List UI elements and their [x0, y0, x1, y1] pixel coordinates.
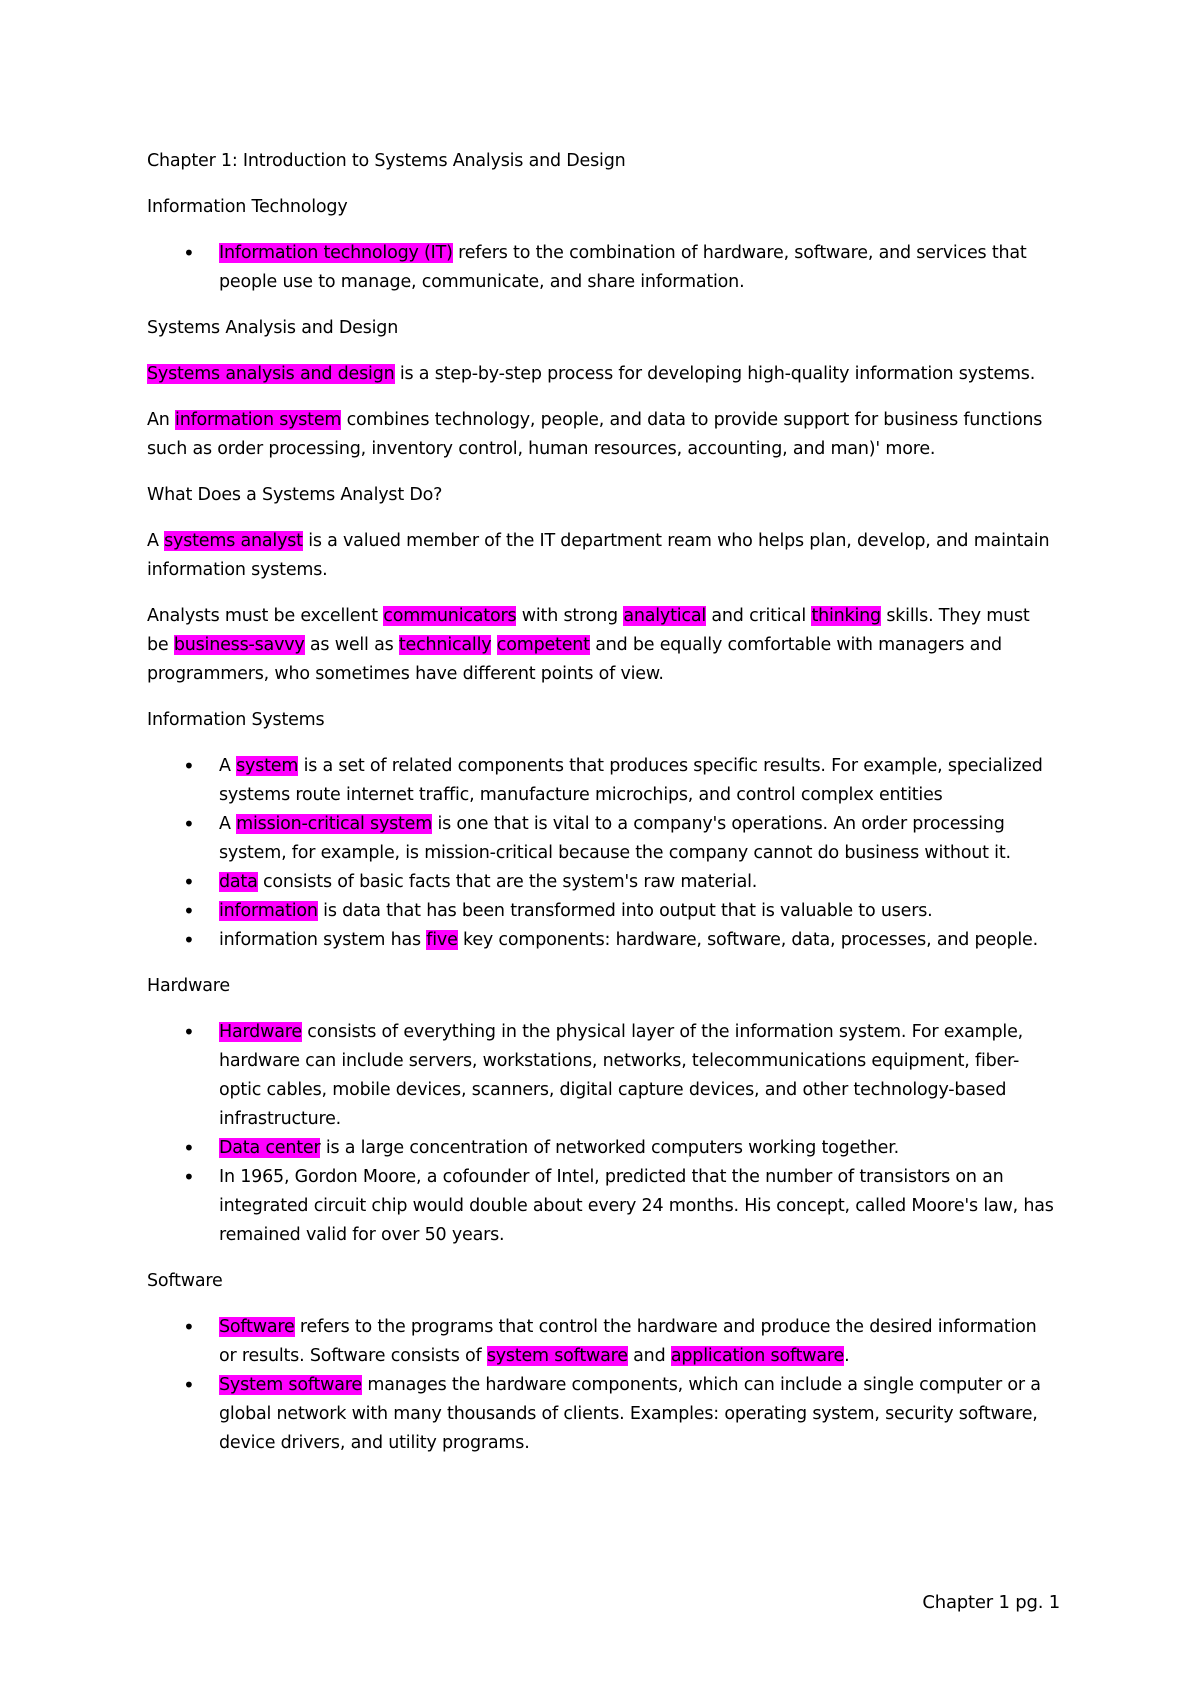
bullet-item	[219, 752, 1055, 810]
text-run: manages the hardware components, which can include a single computer or a global network with many thousands of clients. Examples: operating system, security software, device drivers, and utility programs.	[219, 1375, 1041, 1453]
text-run: refers to the combination of hardware, software, and services that people use to manage, communicate, and share information.	[219, 243, 1027, 292]
highlighted-term: information system	[175, 410, 342, 430]
text-run: refers to the programs that control the hardware and produce the desired information or results. Software consists of	[219, 1317, 1037, 1366]
text-run: is data that has been transformed into output that is valuable to users.	[317, 901, 933, 921]
highlighted-term: data	[219, 872, 258, 892]
page-footer: Chapter 1 pg. 1	[922, 1592, 1060, 1613]
paragraph	[147, 406, 1055, 464]
section-heading: What Does a Systems Analyst Do?	[147, 485, 443, 505]
highlighted-term: competent	[496, 635, 590, 655]
text-run: is a valued member of the IT department ream who helps plan, develop, and maintain information systems.	[147, 531, 1050, 580]
highlighted-term: thinking	[811, 606, 881, 626]
highlighted-term: Data center	[219, 1138, 321, 1158]
text-run: and	[627, 1346, 671, 1366]
bullet-item	[219, 810, 1055, 868]
bullet-list	[147, 1313, 1055, 1458]
highlighted-term: application software	[670, 1346, 845, 1366]
highlighted-term: Systems analysis and design	[147, 364, 395, 384]
highlighted-term: Hardware	[219, 1022, 302, 1042]
text-run: is a large concentration of networked computers working together.	[320, 1138, 899, 1158]
text-run: A	[147, 531, 165, 551]
text-run: information system has	[219, 930, 427, 950]
text-run: An	[147, 410, 176, 430]
highlighted-term: Software	[219, 1317, 295, 1337]
bullet-item	[219, 926, 1055, 955]
bullet-list	[147, 1018, 1055, 1250]
highlighted-term: system	[236, 756, 299, 776]
section-heading: Information Technology	[147, 197, 348, 217]
highlighted-term: communicators	[383, 606, 517, 626]
text-run: consists of everything in the physical layer of the information system. For example, hardware can include servers, workstations, networks, telecommunications equipment, fiber-optic cables, mobile devices, scanners, digital capture devices, and other technology-based infrastructure.	[219, 1022, 1024, 1129]
text-run: is a set of related components that produces specific results. For example, specialized systems route internet traffic, manufacture microchips, and control complex entities	[219, 756, 1043, 805]
highlighted-term: mission-critical system	[236, 814, 433, 834]
text-run: as well as	[304, 635, 399, 655]
text-run: Analysts must be excellent	[147, 606, 384, 626]
text-run: is one that is vital to a company's operations. An order processing system, for example, is mission-critical because the company cannot do business without it.	[219, 814, 1011, 863]
paragraph	[147, 360, 1055, 389]
highlighted-term: business-savvy	[173, 635, 305, 655]
text-run: and critical	[706, 606, 812, 626]
bullet-list	[147, 239, 1055, 297]
section-heading: Hardware	[147, 976, 230, 996]
bullet-item	[219, 239, 1055, 297]
highlighted-term: systems analyst	[164, 531, 303, 551]
text-run: and be equally comfortable with managers and programmers, who sometimes have different points of view.	[147, 635, 1002, 684]
text-run: skills. They must be	[147, 606, 1030, 655]
bullet-item	[219, 868, 1055, 897]
bullet-item	[219, 1371, 1055, 1458]
text-run: A	[219, 756, 237, 776]
highlighted-term: analytical	[623, 606, 707, 626]
text-run: consists of basic facts that are the system's raw material.	[257, 872, 758, 892]
bullet-item	[219, 897, 1055, 926]
bullet-item	[219, 1163, 1055, 1250]
section-heading: Systems Analysis and Design	[147, 318, 399, 338]
document-body	[147, 193, 1055, 1458]
text-run: key components: hardware, software, data, processes, and people.	[457, 930, 1038, 950]
paragraph	[147, 527, 1055, 585]
highlighted-term: technically	[398, 635, 492, 655]
text-run: is a step-by-step process for developing high-quality information systems.	[394, 364, 1036, 384]
highlighted-term: five	[426, 930, 458, 950]
bullet-list	[147, 752, 1055, 955]
bullet-item	[219, 1134, 1055, 1163]
text-run: In 1965, Gordon Moore, a cofounder of Intel, predicted that the number of transistors on an integrated circuit chip would double about every 24 months. His concept, called Moore's law, has remained valid for over 50 years.	[219, 1167, 1054, 1245]
chapter-title: Chapter 1: Introduction to Systems Analysis and Design	[147, 151, 626, 171]
section-heading: Information Systems	[147, 710, 325, 730]
highlighted-term: Information technology (IT)	[219, 243, 453, 263]
highlighted-term: System software	[219, 1375, 362, 1395]
bullet-item	[219, 1018, 1055, 1134]
highlighted-term: system software	[486, 1346, 628, 1366]
text-run: combines technology, people, and data to provide support for business functions such as order processing, inventory control, human resources, accounting, and man)' more.	[147, 410, 1043, 459]
text-run: with strong	[516, 606, 624, 626]
text-run: .	[844, 1346, 850, 1366]
text-run	[491, 635, 496, 655]
text-run: A	[219, 814, 237, 834]
bullet-item	[219, 1313, 1055, 1371]
highlighted-term: information	[219, 901, 318, 921]
section-heading: Software	[147, 1271, 223, 1291]
paragraph	[147, 602, 1055, 689]
